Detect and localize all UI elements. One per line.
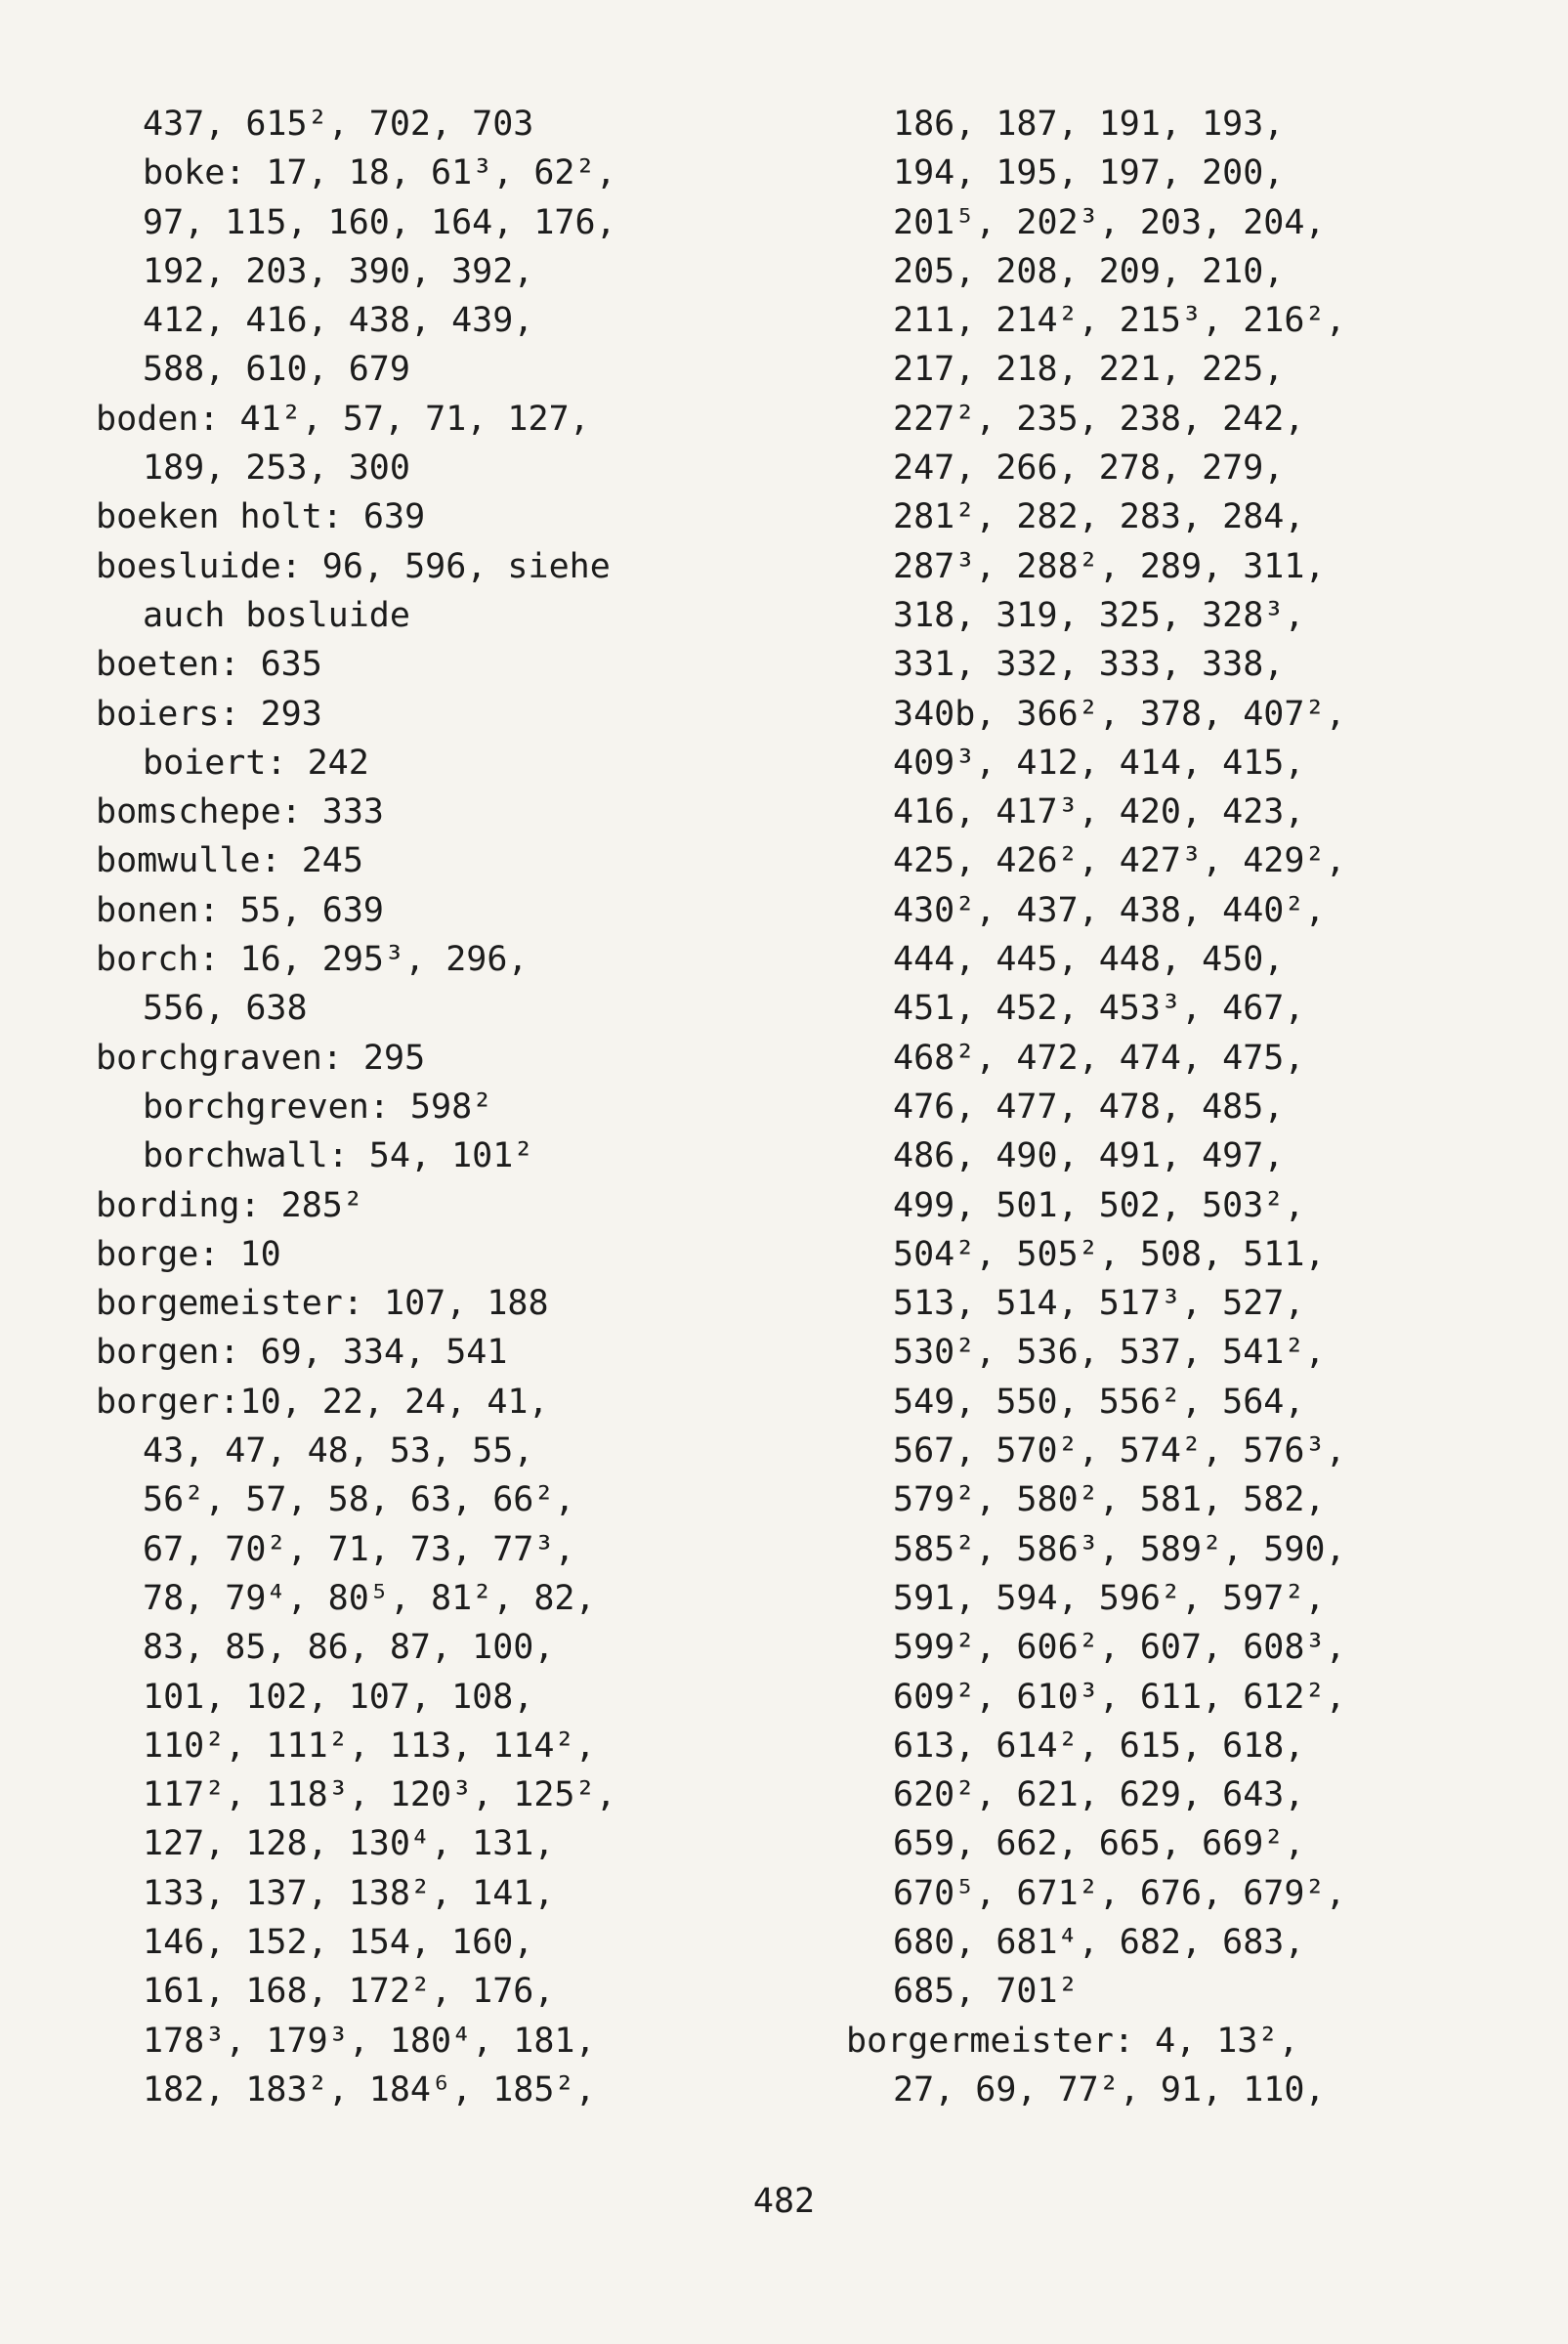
index-line: 182, 183², 184⁶, 185², <box>143 2069 596 2110</box>
index-line: 549, 550, 556², 564, <box>893 1382 1305 1422</box>
index-line: bomschepe: 333 <box>96 792 385 832</box>
index-line: 599², 606², 607, 608³, <box>893 1628 1346 1668</box>
index-line: 579², 580², 581, 582, <box>893 1480 1326 1520</box>
index-line: 281², 282, 283, 284, <box>893 497 1305 537</box>
page-number: 482 <box>752 2182 816 2221</box>
index-line: 613, 614², 615, 618, <box>893 1726 1305 1766</box>
index-line: 56², 57, 58, 63, 66², <box>143 1480 575 1520</box>
index-line: 331, 332, 333, 338, <box>893 645 1285 685</box>
index-line: borgemeister: 107, 188 <box>96 1284 549 1324</box>
index-line: 476, 477, 478, 485, <box>893 1087 1285 1127</box>
index-line: 685, 701² <box>893 1972 1079 2012</box>
index-line: 101, 102, 107, 108, <box>143 1677 534 1717</box>
index-line: 609², 610³, 611, 612², <box>893 1677 1346 1717</box>
index-line: 556, 638 <box>143 989 308 1029</box>
index-line: boiers: 293 <box>96 694 322 734</box>
index-line: 194, 195, 197, 200, <box>893 153 1285 193</box>
index-line: 133, 137, 138², 141, <box>143 1873 555 1913</box>
index-line: 247, 266, 278, 279, <box>893 448 1285 489</box>
index-line: 591, 594, 596², 597², <box>893 1578 1326 1618</box>
index-line: borchgreven: 598² <box>143 1087 493 1127</box>
index-line: 499, 501, 502, 503², <box>893 1185 1305 1225</box>
right-index-column <box>846 100 1530 2114</box>
index-line: 412, 416, 438, 439, <box>143 301 534 341</box>
index-line: 117², 118³, 120³, 125², <box>143 1775 616 1815</box>
index-line: 43, 47, 48, 53, 55, <box>143 1431 534 1471</box>
index-line: 27, 69, 77², 91, 110, <box>893 2069 1326 2110</box>
index-line: 567, 570², 574², 576³, <box>893 1431 1346 1471</box>
index-line: 178³, 179³, 180⁴, 181, <box>143 2021 596 2061</box>
index-line: boke: 17, 18, 61³, 62², <box>143 153 616 193</box>
index-line: borge: 10 <box>96 1234 281 1274</box>
index-line: 468², 472, 474, 475, <box>893 1038 1305 1078</box>
index-line: boesluide: 96, 596, siehe <box>96 546 611 586</box>
index-line: 680, 681⁴, 682, 683, <box>893 1922 1305 1962</box>
index-line: borgen: 69, 334, 541 <box>96 1333 508 1373</box>
left-index-column <box>96 100 780 2114</box>
index-line: boeten: 635 <box>96 645 322 685</box>
index-line: bomwulle: 245 <box>96 841 363 881</box>
index-line: 513, 514, 517³, 527, <box>893 1284 1305 1324</box>
index-line: 146, 152, 154, 160, <box>143 1922 534 1962</box>
index-line: 67, 70², 71, 73, 77³, <box>143 1529 575 1569</box>
index-line: 504², 505², 508, 511, <box>893 1234 1326 1274</box>
index-line: 201⁵, 202³, 203, 204, <box>893 202 1326 242</box>
index-line: 425, 426², 427³, 429², <box>893 841 1346 881</box>
index-line: boden: 41², 57, 71, 127, <box>96 399 590 439</box>
index-line: 211, 214², 215³, 216², <box>893 301 1346 341</box>
index-line: 110², 111², 113, 114², <box>143 1726 596 1766</box>
index-line: 186, 187, 191, 193, <box>893 105 1285 144</box>
index-line: 192, 203, 390, 392, <box>143 251 534 291</box>
index-line: 444, 445, 448, 450, <box>893 940 1285 980</box>
index-line: 416, 417³, 420, 423, <box>893 792 1305 832</box>
index-line: 486, 490, 491, 497, <box>893 1136 1285 1176</box>
index-line: bonen: 55, 639 <box>96 890 385 930</box>
index-line: 287³, 288², 289, 311, <box>893 546 1326 586</box>
index-line: 670⁵, 671², 676, 679², <box>893 1873 1346 1913</box>
index-line: 585², 586³, 589², 590, <box>893 1529 1346 1569</box>
index-line: auch bosluide <box>143 595 410 635</box>
index-line: 530², 536, 537, 541², <box>893 1333 1326 1373</box>
index-line: boeken holt: 639 <box>96 497 426 537</box>
index-line: boiert: 242 <box>143 743 369 783</box>
index-line: 437, 615², 702, 703 <box>143 105 534 144</box>
index-line: 217, 218, 221, 225, <box>893 350 1285 390</box>
index-line: 83, 85, 86, 87, 100, <box>143 1628 555 1668</box>
index-line: 430², 437, 438, 440², <box>893 890 1326 930</box>
index-line: 340b, 366², 378, 407², <box>893 694 1346 734</box>
index-line: borgermeister: 4, 13², <box>846 2021 1299 2061</box>
index-line: 97, 115, 160, 164, 176, <box>143 202 616 242</box>
index-line: 318, 319, 325, 328³, <box>893 595 1305 635</box>
index-line: 227², 235, 238, 242, <box>893 399 1305 439</box>
index-line: 451, 452, 453³, 467, <box>893 989 1305 1029</box>
index-line: 409³, 412, 414, 415, <box>893 743 1305 783</box>
index-line: 659, 662, 665, 669², <box>893 1824 1305 1864</box>
index-line: borger:10, 22, 24, 41, <box>96 1382 549 1422</box>
index-line: 78, 79⁴, 80⁵, 81², 82, <box>143 1578 596 1618</box>
index-line: 189, 253, 300 <box>143 448 410 489</box>
index-line: 620², 621, 629, 643, <box>893 1775 1305 1815</box>
index-line: borchgraven: 295 <box>96 1038 426 1078</box>
index-line: 161, 168, 172², 176, <box>143 1972 555 2012</box>
index-line: borch: 16, 295³, 296, <box>96 940 529 980</box>
index-line: 588, 610, 679 <box>143 350 410 390</box>
index-line: borchwall: 54, 101² <box>143 1136 534 1176</box>
index-line: bording: 285² <box>96 1185 363 1225</box>
index-line: 205, 208, 209, 210, <box>893 251 1285 291</box>
index-line: 127, 128, 130⁴, 131, <box>143 1824 555 1864</box>
